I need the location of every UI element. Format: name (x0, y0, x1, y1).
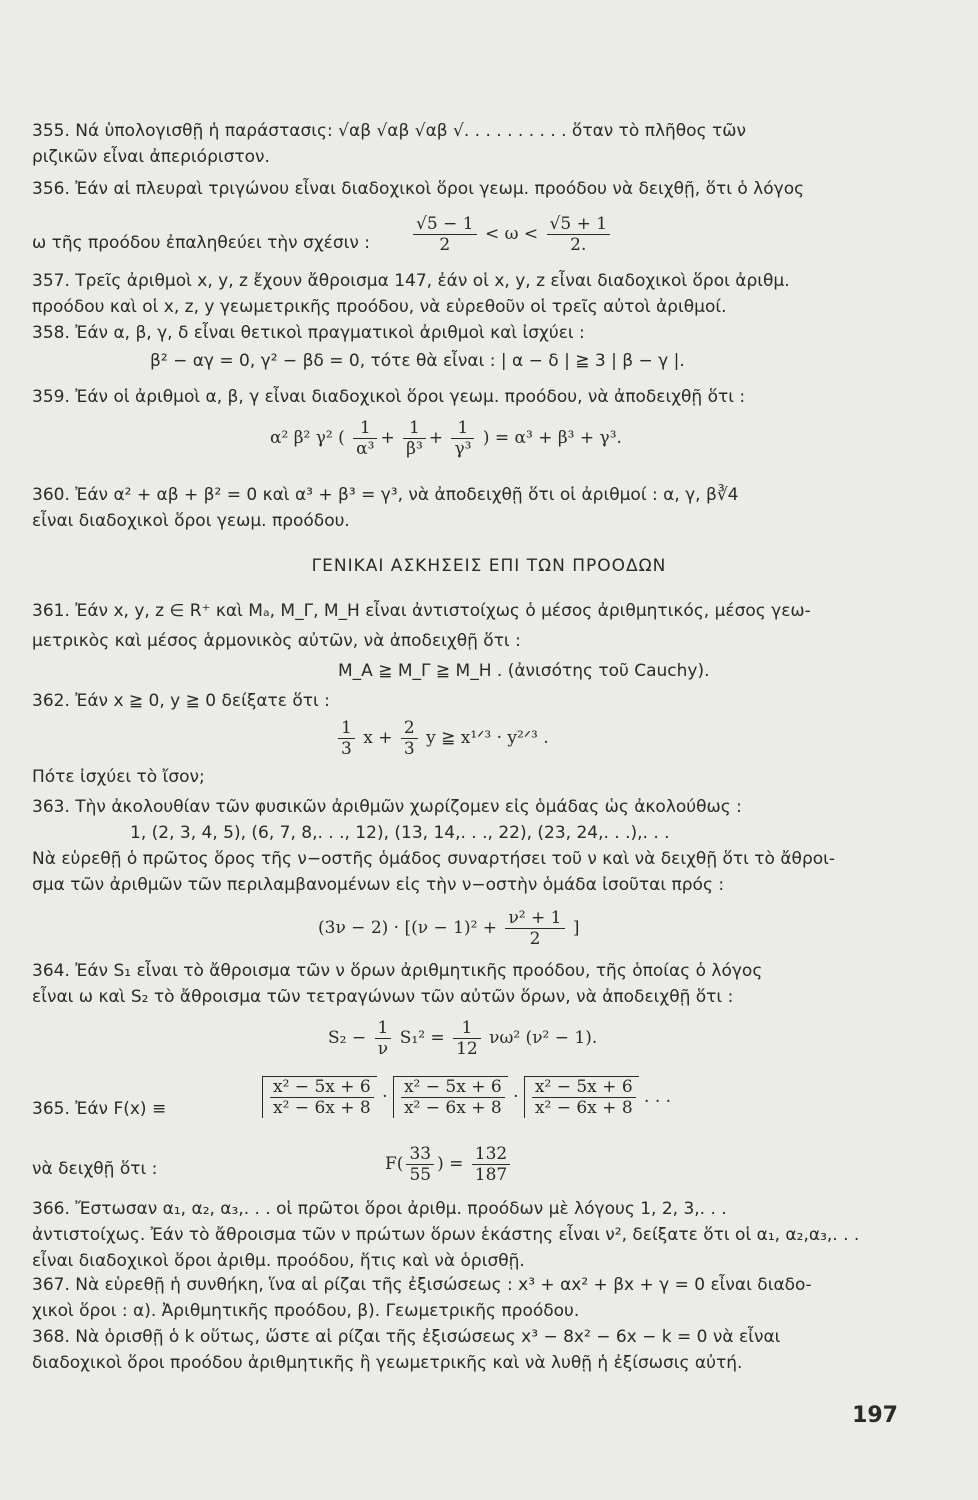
fraction: $\frac{1}{\text{α³}}$ (353, 418, 377, 459)
section-heading: ΓΕΝΙΚΑΙ ΑΣΚΗΣΕΙΣ ΕΠΙ ΤΩΝ ΠΡΟΟΔΩΝ (311, 556, 667, 576)
exercise-365-definition: $\frac{\text{x² − 5x + 6}}{\text{x² − 6x + 8}}$ · $\frac{\text{x² − 5x + 6}}{\text{x² − 6x + 8}}$ · $\frac{\text{x² − 5x + 6}}{\text{x² − 6x + 8}}$ . . . (262, 1076, 671, 1118)
fraction: $\frac{√5 + 1}{2.}$ (547, 214, 611, 255)
exercise-355-line2: ριζικῶν εἶναι ἀπεριόριστον. (32, 147, 270, 167)
exercise-361-line1: 361. Ἐάν x, y, z ∈ R⁺ καὶ Mₐ, M_Γ, M_H εἶναι ἀντιστοίχως ὁ μέσος ἀριθμητικός, μέσος γεω- (32, 601, 811, 621)
fraction: $\frac{\text{x² − 5x + 6}}{\text{x² − 6x + 8}}$ (270, 1077, 374, 1118)
exercise-362-inequality: $\frac{1}{3}$ x + $\frac{2}{3}$ y ≧ x¹ᐟ³ · y²ᐟ³ . (335, 718, 549, 759)
exercise-364-formula: S₂ − $\frac{1}{\nu}$ S₁² = $\frac{1}{12}$ νω² (ν² − 1). (328, 1018, 598, 1059)
fraction: $\frac{\text{ν² + 1}}{2}$ (505, 908, 564, 949)
exercise-364-line2: εἶναι ω καὶ S₂ τὸ ἄθροισμα τῶν τετραγώνων τῶν αὐτῶν ὅρων, νὰ ἀποδειχθῇ ὅτι : (32, 987, 734, 1007)
exercise-359-line1: 359. Ἐάν οἱ ἀριθμοὶ α, β, γ εἶναι διαδοχικοὶ ὅροι γεωμ. προόδου, νὰ ἀποδειχθῇ ὅτι : (32, 387, 746, 407)
fraction: $\frac{2}{3}$ (401, 718, 418, 759)
page-number: 197 (852, 1403, 898, 1428)
exercise-362-line2: Πότε ἰσχύει τὸ ἴσον; (32, 767, 205, 787)
exercise-365-line2: νὰ δειχθῇ ὅτι : (32, 1159, 158, 1179)
exercise-366-line2: ἀντιστοίχως. Ἐάν τὸ ἄθροισμα τῶν ν πρώτων ὅρων ἑκάστης εἶναι ν², δείξατε ὅτι οἱ α₁, α₂,α₃,. . . (32, 1225, 860, 1245)
exercise-363-line2: 1, (2, 3, 4, 5), (6, 7, 8,. . ., 12), (13, 14,. . ., 22), (23, 24,. . .),. . . (130, 823, 670, 843)
exercise-368-line2: διαδοχικοὶ ὅροι προόδου ἀριθμητικῆς ἢ γεωμετρικῆς καὶ νὰ λυθῇ ἡ ἐξίσωσις αὐτή. (32, 1353, 743, 1373)
exercise-357-line1: 357. Τρεῖς ἀριθμοὶ x, y, z ἔχουν ἄθροισμα 147, ἐάν οἱ x, y, z εἶναι διαδοχικοὶ ὅροι ἀριθμ. (32, 271, 790, 291)
fraction: $\frac{1}{\text{β³}}$ (403, 418, 426, 459)
exercise-361-line2: μετρικὸς καὶ μέσος ἁρμονικὸς αὐτῶν, νὰ ἀποδειχθῇ ὅτι : (32, 631, 521, 651)
exercise-356-line1: 356. Ἐάν αἱ πλευραὶ τριγώνου εἶναι διαδοχικοὶ ὅροι γεωμ. προόδου νὰ δειχθῇ, ὅτι ὁ λόγος (32, 179, 805, 199)
exercise-362-line1: 362. Ἐάν x ≧ 0, y ≧ 0 δείξατε ὅτι : (32, 691, 330, 711)
fraction: $\frac{√5 - 1}{2}$ (413, 214, 477, 255)
exercise-359-equation: α² β² γ² ( $\frac{1}{\text{α³}}$ + $\frac{1}{\text{β³}}$ + $\frac{1}{\text{γ³}}$ ) = α³ + β³ + γ³. (270, 418, 622, 459)
fraction: $\frac{1}{\text{γ³}}$ (451, 418, 474, 459)
fraction: $\frac{\text{x² − 5x + 6}}{\text{x² − 6x + 8}}$ (532, 1077, 636, 1118)
exercise-366-line1: 366. Ἔστωσαν α₁, α₂, α₃,. . . οἱ πρῶτοι ὅροι ἀριθμ. προόδων μὲ λόγους 1, 2, 3,. . . (32, 1199, 727, 1219)
exercise-358-line2: β² − αγ = 0, γ² − βδ = 0, τότε θὰ εἶναι : | α − δ | ≧ 3 | β − γ |. (150, 351, 685, 371)
fraction: $\frac{1}{12}$ (453, 1018, 481, 1059)
exercise-363-line1: 363. Τὴν ἀκολουθίαν τῶν φυσικῶν ἀριθμῶν χωρίζομεν εἰς ὁμάδας ὡς ἀκολούθως : (32, 797, 742, 817)
exercise-355-line1: 355. Νά ὑπολογισθῇ ἡ παράστασις: √αβ √αβ √αβ √. . . . . . . . . . ὅταν τὸ πλῆθος τῶν (32, 121, 746, 141)
exercise-367-line1: 367. Νὰ εὑρεθῇ ἡ συνθήκη, ἵνα αἱ ρίζαι τῆς ἐξισώσεως : x³ + αx² + βx + γ = 0 εἶναι διαδο- (32, 1275, 812, 1295)
exercise-368-line1: 368. Νὰ ὁρισθῇ ὁ k οὕτως, ὥστε αἱ ρίζαι τῆς ἐξισώσεως x³ − 8x² − 6x − k = 0 νὰ εἶναι (32, 1327, 781, 1347)
exercise-356-line2: ω τῆς προόδου ἐπαληθεύει τὴν σχέσιν : (32, 233, 370, 253)
exercise-365-result: F( $\frac{33}{55}$ ) = $\frac{132}{187}$ (385, 1144, 513, 1185)
exercise-361-line3: M_A ≧ M_Γ ≧ M_H . (ἀνισότης τοῦ Cauchy). (338, 661, 710, 681)
exercise-363-line4: σμα τῶν ἀριθμῶν τῶν περιλαμβανομένων εἰς τὴν ν−οστὴν ὁμάδα ἰσοῦται πρός : (32, 875, 725, 895)
exercise-367-line2: χικοὶ ὅροι : α). Ἀριθμητικῆς προόδου, β). Γεωμετρικῆς προόδου. (32, 1301, 580, 1321)
exercise-366-line3: εἶναι διαδοχικοὶ ὅροι ἀριθμ. προόδου, ἥτις καὶ νὰ ὁρισθῇ. (32, 1251, 525, 1271)
exercise-363-line3: Νὰ εὑρεθῇ ὁ πρῶτος ὅρος τῆς ν−οστῆς ὁμάδος συναρτήσει τοῦ ν καὶ νὰ δειχθῇ ὅτι τὸ ἄθροι- (32, 849, 836, 869)
fraction: $\frac{33}{55}$ (406, 1144, 434, 1185)
exercise-356-inequality: $\frac{√5 - 1}{2}$ < ω < $\frac{√5 + 1}{2.}$ (410, 214, 613, 255)
exercise-360-line2: εἶναι διαδοχικοὶ ὅροι γεωμ. προόδου. (32, 511, 350, 531)
exercise-363-formula: (3ν − 2) · [(ν − 1)² + $\frac{\text{ν² + 1}}{2}$ ] (318, 908, 580, 949)
exercise-360-line1: 360. Ἐάν α² + αβ + β² = 0 καὶ α³ + β³ = γ³, νὰ ἀποδειχθῇ ὅτι οἱ ἀριθμοί : α, γ, β∛4 (32, 485, 739, 505)
fraction: $\frac{\text{x² − 5x + 6}}{\text{x² − 6x + 8}}$ (401, 1077, 505, 1118)
fraction: $\frac{1}{\nu}$ (375, 1018, 392, 1059)
exercise-357-line2: προόδου καὶ οἱ x, z, y γεωμετρικῆς προόδου, νὰ εὑρεθοῦν οἱ τρεῖς αὐτοὶ ἀριθμοί. (32, 297, 727, 317)
square-root (393, 1076, 508, 1118)
square-root (262, 1076, 377, 1118)
fraction: $\frac{1}{3}$ (338, 718, 355, 759)
exercise-364-line1: 364. Ἐάν S₁ εἶναι τὸ ἄθροισμα τῶν ν ὅρων ἀριθμητικῆς προόδου, τῆς ὁποίας ὁ λόγος (32, 961, 763, 981)
exercise-358-line1: 358. Ἐάν α, β, γ, δ εἶναι θετικοὶ πραγματικοὶ ἀριθμοὶ καὶ ἰσχύει : (32, 323, 585, 343)
exercise-365-lead: 365. Ἐάν F(x) ≡ (32, 1099, 167, 1119)
square-root (524, 1076, 639, 1118)
fraction: $\frac{132}{187}$ (472, 1144, 510, 1185)
